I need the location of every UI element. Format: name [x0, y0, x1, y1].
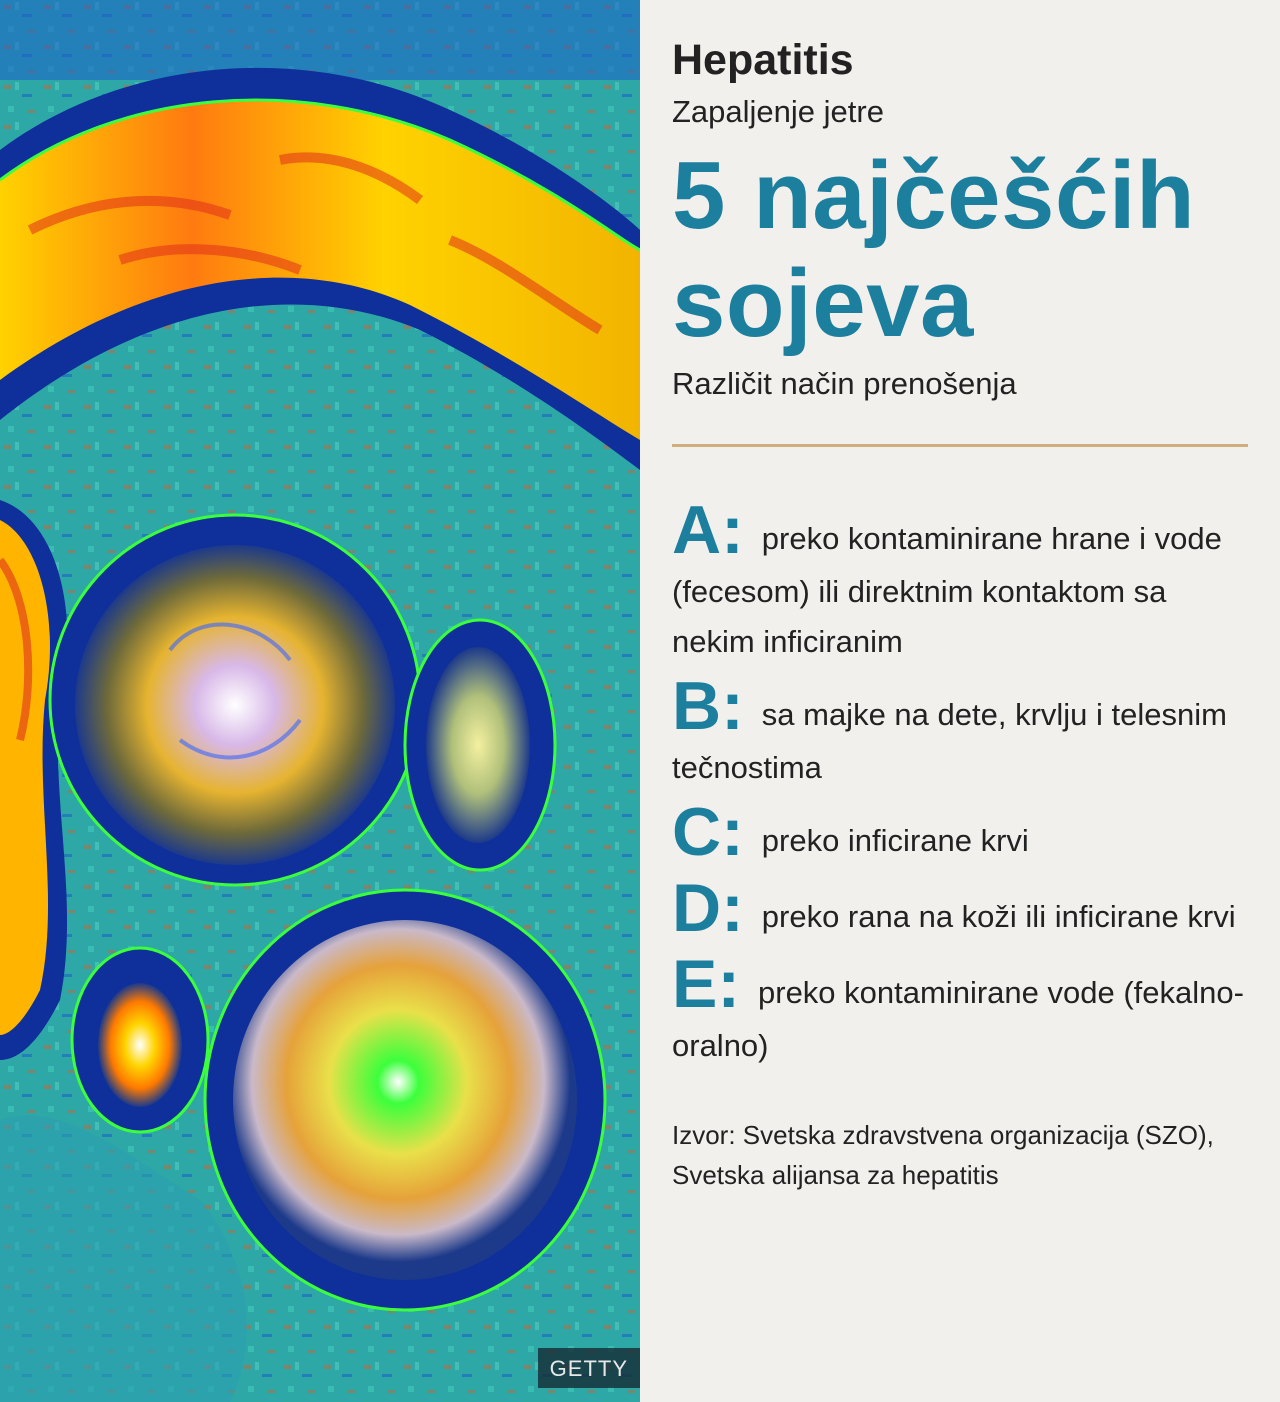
divider [672, 444, 1248, 447]
strain-text: sa majke na dete, krvlju i telesnim tečnostima [672, 697, 1227, 785]
strain-letter: E: [672, 946, 740, 1022]
image-credit: GETTY [538, 1348, 640, 1388]
text-panel [640, 0, 1280, 1402]
strain-letter: D: [672, 870, 744, 946]
strain-letter: B: [672, 668, 744, 744]
strain-text: preko inficirane krvi [761, 823, 1029, 858]
strain-text: preko kontaminirane vode (fekalno-oralno) [672, 975, 1244, 1063]
strain-letter: A: [672, 492, 744, 568]
strain-item-d [672, 871, 1248, 945]
page-title: Hepatitis [672, 36, 854, 84]
strain-item-c [672, 795, 1248, 869]
strain-text: preko kontaminirane hrane i vode (fecesom) ili direktnim kontaktom sa nekim inficiranim [672, 521, 1222, 659]
strain-item-b [672, 669, 1248, 793]
source-note: Izvor: Svetska zdravstvena organizacija (SZO), Svetska alijansa za hepatitis [672, 1120, 1214, 1190]
strain-item-a [672, 493, 1248, 667]
headline: 5 najčešćih sojeva [672, 142, 1196, 357]
strain-list [672, 493, 1248, 1071]
subtitle: Zapaljenje jetre [672, 94, 884, 129]
strain-letter: C: [672, 794, 744, 870]
strain-item-e [672, 947, 1248, 1071]
tagline: Različit način prenošenja [672, 366, 1017, 401]
strain-text: preko rana na koži ili inficirane krvi [761, 899, 1236, 934]
